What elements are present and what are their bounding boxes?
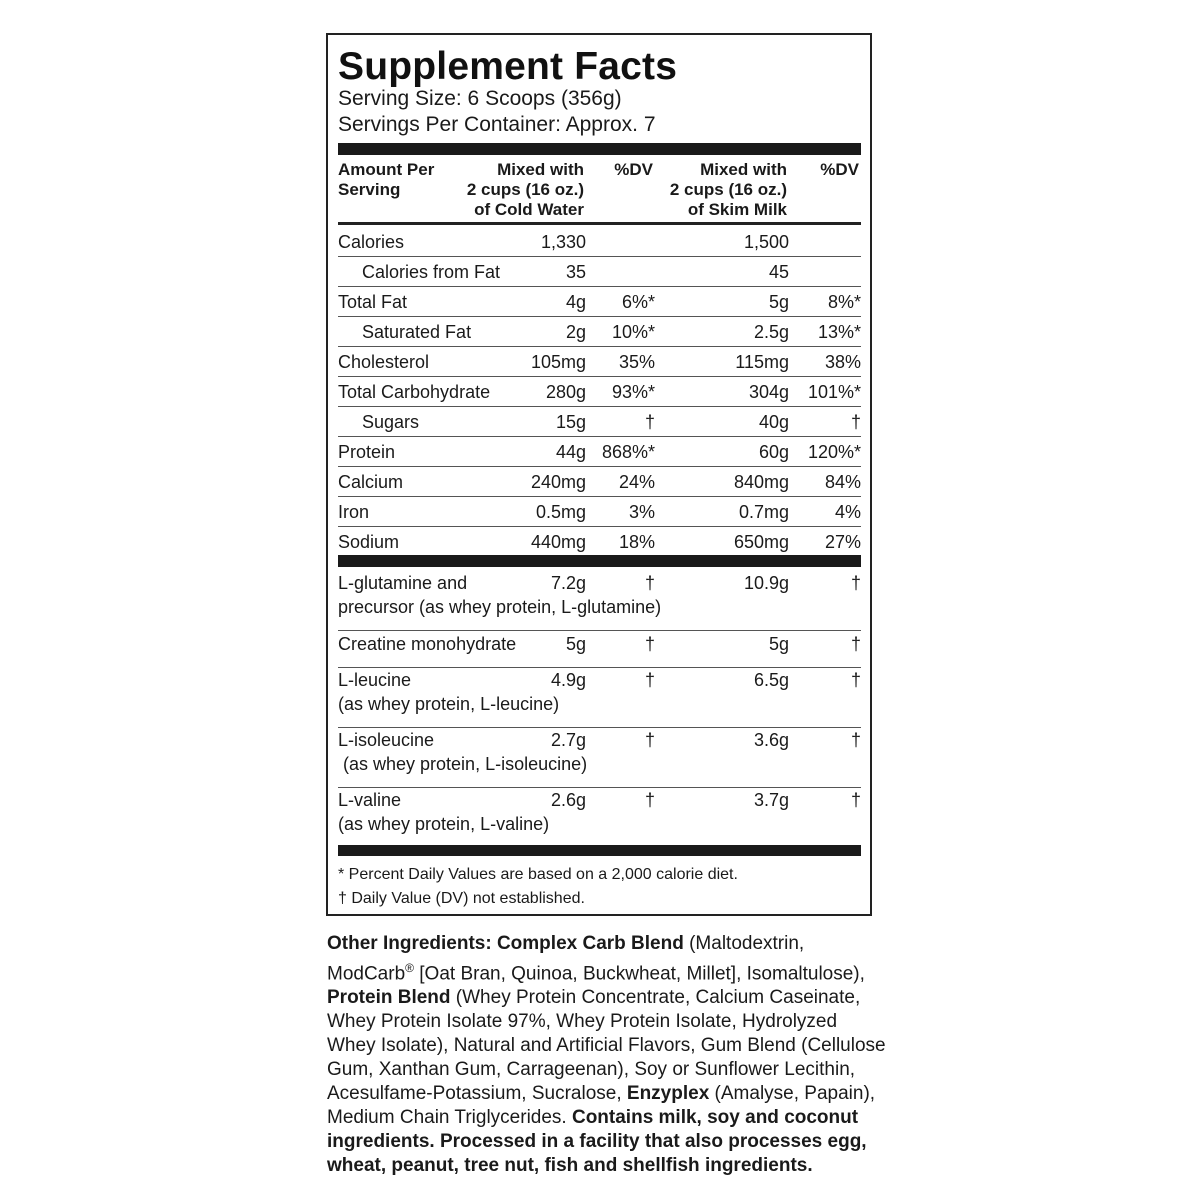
dv-water: †	[644, 670, 655, 690]
ingredients-text-2: [Oat Bran, Quinoa, Buckwheat, Millet], Isomaltulose),	[414, 963, 865, 985]
extra-ingredient-name	[338, 668, 559, 716]
ingredients-bold-1: Other Ingredients: Complex Carb Blend	[327, 933, 684, 954]
dv-milk: 120%*	[807, 442, 861, 462]
supplement-facts-panel	[326, 33, 872, 916]
ingredients-bold-2: Protein Blend	[327, 987, 451, 1009]
dv-water: 93%*	[611, 382, 655, 402]
amount-milk: 5g	[768, 634, 789, 654]
nutrient-name: Calories from Fat	[362, 262, 501, 282]
dv-milk: 13%*	[817, 322, 861, 342]
extra-name-line-1: L-isoleucine	[338, 730, 435, 750]
dv-milk: †	[850, 730, 861, 750]
amount-water: 1,330	[540, 232, 586, 252]
nutrient-name: Saturated Fat	[362, 322, 472, 342]
registered-mark: ®	[405, 961, 414, 975]
ingredients-bold-3: Enzyplex	[626, 1083, 710, 1105]
amount-water: 4g	[565, 292, 586, 312]
amount-milk: 45	[768, 262, 789, 282]
extra-name-line-1: Creatine monohydrate	[338, 634, 517, 654]
nutrient-row	[338, 377, 861, 407]
dv-water: 18%	[618, 532, 655, 552]
footnote-percent-dv: * Percent Daily Values are based on a 2,000 calorie diet.	[338, 866, 738, 883]
extra-name-line-2: (as whey protein, L-leucine)	[338, 694, 560, 714]
amount-water: 440mg	[530, 532, 586, 552]
extra-name-line-1: L-valine	[338, 790, 402, 810]
nutrient-row	[338, 347, 861, 377]
thick-divider-top	[338, 143, 861, 155]
amount-milk: 3.6g	[753, 730, 789, 750]
amount-milk: 3.7g	[753, 790, 789, 810]
nutrient-row	[338, 317, 861, 347]
dv-water: 24%	[618, 472, 655, 492]
amount-water: 2.7g	[550, 730, 586, 750]
nutrient-name: Iron	[338, 502, 370, 522]
thick-divider-middle	[338, 555, 861, 567]
amount-water: 44g	[555, 442, 586, 462]
amount-water: 4.9g	[550, 670, 586, 690]
header-dv-water: %DV	[614, 160, 653, 179]
amount-water: 240mg	[530, 472, 586, 492]
amount-water: 0.5mg	[535, 502, 586, 522]
dv-milk: †	[850, 670, 861, 690]
dv-water: †	[644, 412, 655, 432]
dv-water: †	[644, 573, 655, 593]
other-ingredients	[327, 932, 887, 1178]
extra-name-line-2: (as whey protein, L-valine)	[338, 814, 550, 834]
nutrient-name: Calcium	[338, 472, 404, 492]
nutrient-row	[338, 497, 861, 527]
amount-milk: 10.9g	[743, 573, 789, 593]
nutrient-name: Cholesterol	[338, 352, 430, 372]
amount-milk: 840mg	[733, 472, 789, 492]
dv-water: 10%*	[611, 322, 655, 342]
extra-row	[338, 632, 861, 668]
ingredients-text-1: (Maltodextrin, ModCarb	[327, 933, 805, 985]
thick-divider-bottom	[338, 845, 861, 856]
dv-water: †	[644, 634, 655, 654]
footnote-dv-not-established: † Daily Value (DV) not established.	[338, 890, 585, 907]
nutrient-name: Total Carbohydrate	[338, 382, 491, 402]
amount-water: 7.2g	[550, 573, 586, 593]
extra-row	[338, 668, 861, 728]
amount-milk: 0.7mg	[738, 502, 789, 522]
amount-milk: 1,500	[743, 232, 789, 252]
amount-milk: 40g	[758, 412, 789, 432]
amount-water: 2g	[565, 322, 586, 342]
dv-water: †	[644, 730, 655, 750]
header-dv-milk: %DV	[820, 160, 859, 179]
dv-milk: †	[850, 412, 861, 432]
dv-milk: 84%	[824, 472, 861, 492]
dv-water: 6%*	[621, 292, 655, 312]
amount-milk: 6.5g	[753, 670, 789, 690]
dv-water: †	[644, 790, 655, 810]
nutrient-row	[338, 227, 861, 257]
dv-milk: 38%	[824, 352, 861, 372]
header-mixed-water: Mixed with 2 cups (16 oz.) of Cold Water	[466, 160, 584, 219]
nutrient-row	[338, 407, 861, 437]
amount-water: 2.6g	[550, 790, 586, 810]
extra-row	[338, 788, 861, 845]
dv-water: 868%*	[601, 442, 655, 462]
extra-ingredient-name	[338, 571, 661, 619]
dv-milk: †	[850, 634, 861, 654]
dv-water: 35%	[618, 352, 655, 372]
dv-milk: 4%	[834, 502, 861, 522]
nutrient-name: Protein	[338, 442, 396, 462]
amount-water: 105mg	[530, 352, 586, 372]
extra-name-line-1: L-glutamine and	[338, 573, 468, 593]
nutrient-row	[338, 527, 861, 557]
extra-ingredient-name	[338, 632, 516, 656]
nutrient-row	[338, 467, 861, 497]
amount-milk: 5g	[768, 292, 789, 312]
dv-milk: †	[850, 573, 861, 593]
dv-milk: †	[850, 790, 861, 810]
extra-ingredient-name	[338, 788, 549, 836]
dv-water: 3%	[628, 502, 655, 522]
nutrient-row	[338, 437, 861, 467]
nutrient-name: Sugars	[362, 412, 420, 432]
nutrient-row	[338, 287, 861, 317]
dv-milk: 27%	[824, 532, 861, 552]
amount-milk: 115mg	[735, 352, 789, 372]
header-mixed-milk: Mixed with 2 cups (16 oz.) of Skim Milk	[669, 160, 787, 219]
header-divider	[338, 222, 861, 225]
amount-water: 280g	[545, 382, 586, 402]
nutrient-name: Calories	[338, 232, 405, 252]
nutrient-name: Sodium	[338, 532, 400, 552]
servings-per-container: Servings Per Container: Approx. 7	[338, 113, 656, 136]
extra-ingredient-name	[338, 728, 587, 776]
ingredients-bold-4: Contains milk, soy and coconut ingredients. Processed in a facility that also processes egg, wheat, peanut, tree nut, fish and shellfish ingredients.	[327, 1107, 867, 1177]
row-divider	[338, 630, 861, 631]
panel-title: Supplement Facts	[338, 45, 678, 88]
extra-name-line-2: (as whey protein, L-isoleucine)	[338, 754, 588, 774]
extra-name-line-1: L-leucine	[338, 670, 412, 690]
amount-water: 5g	[565, 634, 586, 654]
amount-water: 15g	[555, 412, 586, 432]
amount-milk: 60g	[758, 442, 789, 462]
nutrient-row	[338, 257, 861, 287]
amount-water: 35	[565, 262, 586, 282]
serving-size: Serving Size: 6 Scoops (356g)	[338, 87, 622, 110]
ingredients-text-3: (Whey Protein Concentrate, Calcium Caseinate, Whey Protein Isolate 97%, Whey Protein Isolate, Hydrolyzed Whey Isolate), Natural and Artificial Flavors, Gum Blend (Cellulose Gum, Xanthan Gum, Carrageenan), Soy or Sunflower Lecithin, Acesulfame-Potassium, Sucralose,	[327, 987, 886, 1105]
amount-milk: 304g	[748, 382, 789, 402]
amount-milk: 2.5g	[753, 322, 789, 342]
dv-milk: 101%*	[807, 382, 861, 402]
dv-milk: 8%*	[827, 292, 861, 312]
nutrient-name: Total Fat	[338, 292, 408, 312]
ingredients-text-4: (Amalyse, Papain), Medium Chain Triglycerides.	[327, 1083, 876, 1129]
extra-name-line-2: precursor (as whey protein, L-glutamine)	[338, 597, 662, 617]
header-amount-per-serving: Amount Per Serving	[338, 160, 435, 199]
extra-row	[338, 728, 861, 788]
extra-row	[338, 571, 861, 631]
amount-milk: 650mg	[733, 532, 789, 552]
